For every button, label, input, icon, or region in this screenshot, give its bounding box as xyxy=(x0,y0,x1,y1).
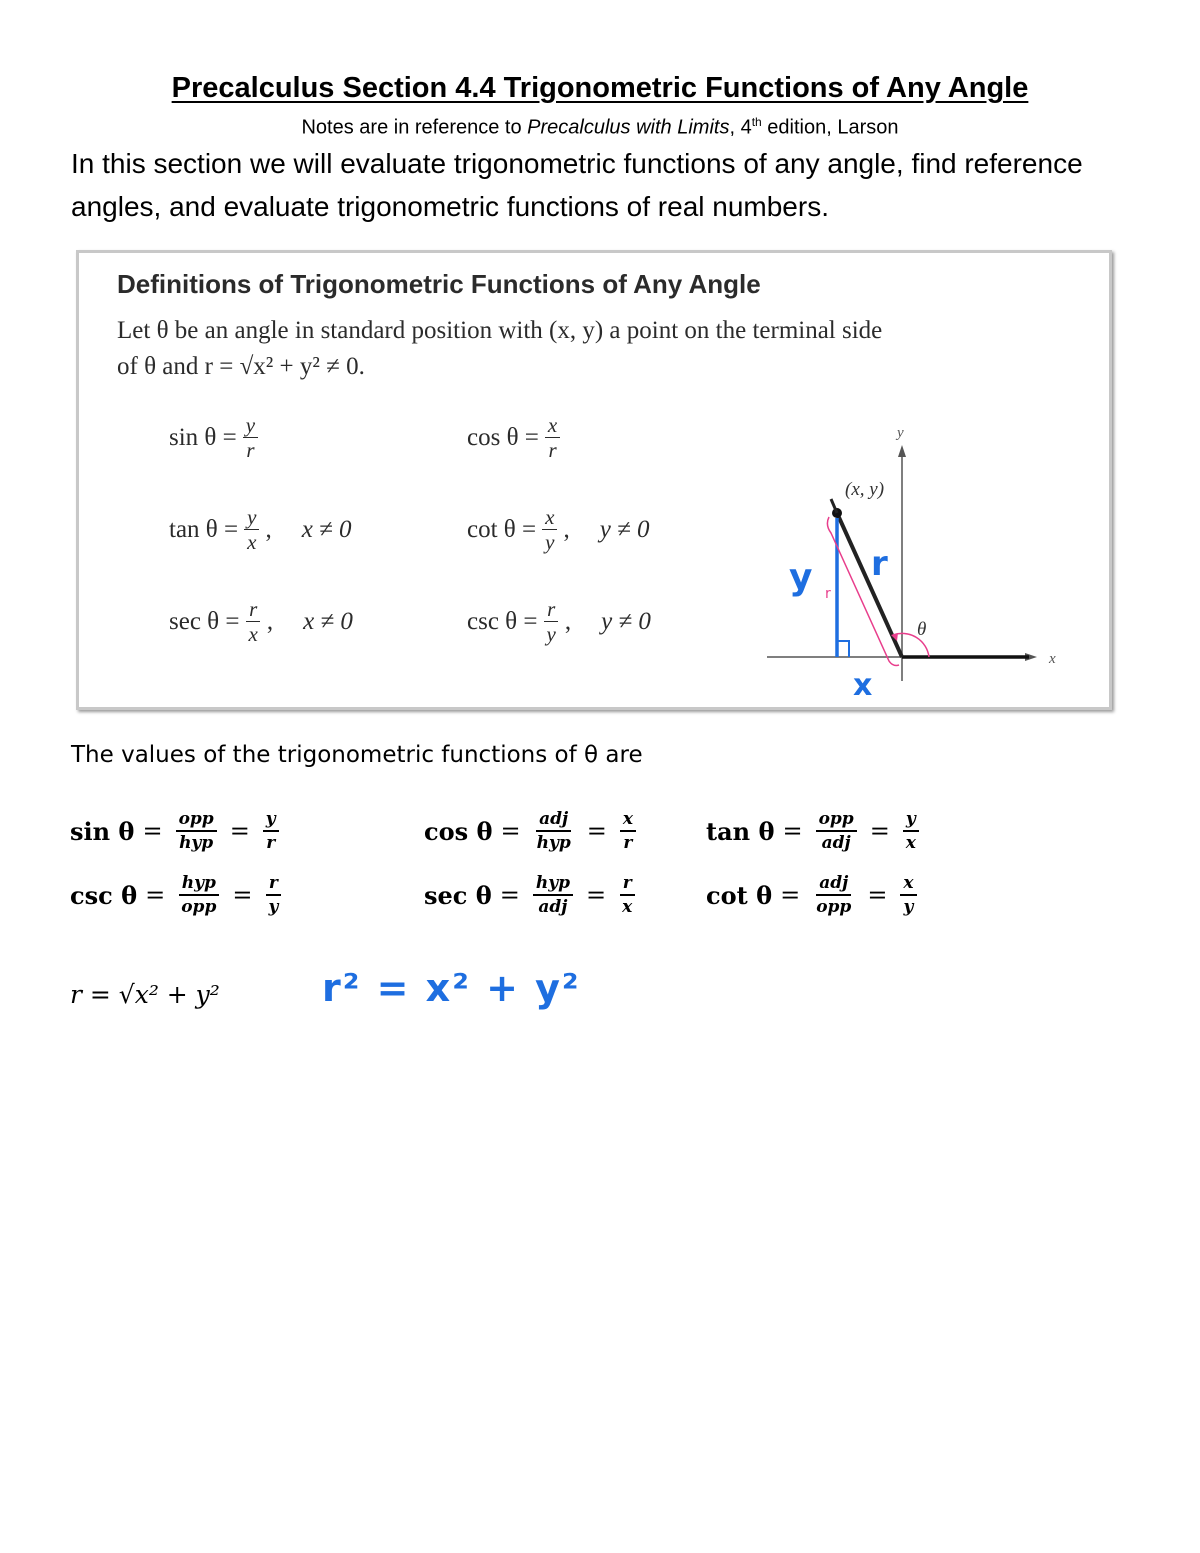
x-axis-label: x xyxy=(1049,651,1056,667)
def-tan-condition: x ≠ 0 xyxy=(301,515,352,543)
ratio-cos-n2: x xyxy=(620,808,636,832)
ratio-csc-n1: hyp xyxy=(179,872,219,896)
ratio-csc-lhs: csc θ xyxy=(70,880,138,910)
subtitle-suffix: edition, Larson xyxy=(761,116,899,139)
def-csc-condition: y ≠ 0 xyxy=(601,607,651,635)
ratio-tan-lhs: tan θ xyxy=(706,816,775,846)
def-cos-lhs: cos θ = xyxy=(467,423,539,451)
r-formula: r = √x² + y² xyxy=(70,980,220,1009)
def-sec-num: r xyxy=(246,597,260,622)
def-sec-lhs: sec θ = xyxy=(169,607,240,635)
subtitle-book: Precalculus with Limits xyxy=(527,116,730,139)
ratio-csc: csc θ = $\frac{\text{hyp}}{\text{opp}}$ = $\frac{r}{y}$ xyxy=(70,872,286,918)
ratio-cot-n1: adj xyxy=(816,872,851,896)
ratio-sec-d1: adj xyxy=(538,897,568,917)
ratio-sec-d2: x xyxy=(622,897,633,917)
y-axis-arrow xyxy=(898,445,906,457)
def-tan-den: x xyxy=(247,530,257,554)
ratio-cos-d1: hyp xyxy=(536,833,571,853)
def-tan-fraction xyxy=(244,505,259,554)
ratio-cot: cot θ = $\frac{\text{adj}}{\text{opp}}$ = $\frac{x}{y}$ xyxy=(706,872,922,918)
ratio-sin-d1: hyp xyxy=(179,833,214,853)
def-sec-den: x xyxy=(248,622,258,646)
def-tan-formula: tan θ = $\frac{y}{x}$ , x ≠ 0 xyxy=(169,505,352,554)
subtitle-sup: th xyxy=(751,115,762,129)
def-sec-formula: sec θ = $\frac{r}{x}$ , x ≠ 0 xyxy=(169,597,353,646)
def-sin-lhs: sin θ = xyxy=(169,423,237,451)
def-sin-den: r xyxy=(246,438,255,462)
ratio-sec-frac1 xyxy=(533,872,573,918)
definition-text xyxy=(117,313,1077,385)
ratio-sin-frac2 xyxy=(263,808,279,854)
ratio-cos-frac1 xyxy=(534,808,574,854)
def-csc-den: y xyxy=(546,622,556,646)
lead-text: The values of the trigonometric functions of θ are xyxy=(71,742,643,768)
ratio-sin-lhs: sin θ xyxy=(70,816,135,846)
def-sec-condition: x ≠ 0 xyxy=(303,607,353,635)
ratio-tan-frac1 xyxy=(816,808,857,854)
def-cot-condition: y ≠ 0 xyxy=(599,515,650,543)
def-cot-lhs: cot θ = xyxy=(467,515,537,543)
ratio-sin-n1: opp xyxy=(176,808,217,832)
ratio-tan-n2: y xyxy=(903,808,919,832)
right-angle-mark xyxy=(837,641,849,657)
ratio-csc-frac2 xyxy=(265,872,281,918)
page-title: Precalculus Section 4.4 Trigonometric Functions of Any Angle xyxy=(171,72,1029,104)
ratio-cot-n2: x xyxy=(900,872,916,896)
handwritten-note: r² = x² + y² xyxy=(322,966,581,1010)
ratio-sec-frac2 xyxy=(619,872,635,918)
def-cot-den: y xyxy=(545,530,555,554)
ratio-sec: sec θ = $\frac{\text{hyp}}{\text{adj}}$ = $\frac{r}{x}$ xyxy=(424,872,640,918)
def-sin-formula xyxy=(169,413,264,462)
ratio-tan-frac2 xyxy=(903,808,919,854)
def-csc-lhs: csc θ = xyxy=(467,607,538,635)
ratio-sin-d2: r xyxy=(266,833,276,853)
definition-text-line-1: Let θ be an angle in standard position with (x, y) a point on the terminal side xyxy=(117,317,883,344)
theta-label: θ xyxy=(917,619,927,640)
def-sec-fraction xyxy=(246,597,261,646)
definition-heading: Definitions of Trigonometric Functions of Any Angle xyxy=(117,269,761,299)
ratio-csc-d2: y xyxy=(268,897,279,917)
handwritten-r: r xyxy=(871,544,888,584)
ratio-tan-n1: opp xyxy=(816,808,857,832)
angle-diagram xyxy=(759,413,1089,703)
ratio-cot-frac2 xyxy=(900,872,916,918)
ratio-csc-n2: r xyxy=(266,872,281,896)
ratio-cos-frac2 xyxy=(620,808,636,854)
def-cos-formula xyxy=(467,413,566,462)
ratio-sin-frac1 xyxy=(176,808,217,854)
ratio-sec-n2: r xyxy=(620,872,635,896)
ratio-csc-d1: opp xyxy=(181,897,217,917)
subtitle-edition: , 4 xyxy=(729,116,752,139)
definition-text-line-2: of θ and r = √x² + y² ≠ 0. xyxy=(117,353,365,380)
ratio-csc-frac1 xyxy=(178,872,219,918)
ratio-tan-d2: x xyxy=(905,833,916,853)
subtitle-prefix: Notes are in reference to xyxy=(301,116,528,139)
def-csc-formula: csc θ = $\frac{r}{y}$ , y ≠ 0 xyxy=(467,597,651,646)
definition-box xyxy=(76,250,1112,710)
ratio-cos-d2: r xyxy=(623,833,633,853)
def-sin-num: y xyxy=(243,413,258,438)
def-tan-num: y xyxy=(244,505,259,530)
intro-paragraph: In this section we will evaluate trigonometric functions of any angle, find reference angles, and evaluate trigonometric functions of real numbers. xyxy=(71,148,1083,222)
ratio-sec-n1: hyp xyxy=(533,872,573,896)
def-cos-num: x xyxy=(545,413,560,438)
handwritten-y: y xyxy=(789,557,813,598)
def-cot-formula: cot θ = $\frac{x}{y}$ , y ≠ 0 xyxy=(467,505,650,554)
def-csc-fraction xyxy=(544,597,559,646)
def-tan-lhs: tan θ = xyxy=(169,515,239,543)
ratio-sin: sin θ = $\frac{\text{opp}}{\text{hyp}}$ = $\frac{y}{r}$ xyxy=(70,808,284,854)
y-axis-label: y xyxy=(897,425,904,441)
def-cot-num: x xyxy=(542,505,557,530)
def-cos-fraction xyxy=(545,413,560,462)
ratio-tan: tan θ = $\frac{\text{opp}}{\text{adj}}$ = $\frac{y}{x}$ xyxy=(706,808,924,854)
ratio-sec-lhs: sec θ xyxy=(424,880,492,910)
ratio-sin-n2: y xyxy=(263,808,279,832)
pink-r-mark: r xyxy=(825,586,831,602)
ratio-cos-n1: adj xyxy=(536,808,571,832)
def-cos-den: r xyxy=(548,438,557,462)
def-sin-fraction xyxy=(243,413,258,462)
ratio-cot-d2: y xyxy=(903,897,914,917)
def-cot-fraction xyxy=(542,505,557,554)
point-label: (x, y) xyxy=(845,479,885,500)
handwritten-x: x xyxy=(853,668,873,703)
subtitle xyxy=(0,115,1200,140)
ratio-tan-d1: adj xyxy=(821,833,851,853)
def-csc-num: r xyxy=(544,597,558,622)
ratio-cot-d1: opp xyxy=(816,897,852,917)
ratio-cot-frac1 xyxy=(813,872,854,918)
ratio-cot-lhs: cot θ xyxy=(706,880,773,910)
ratio-cos: cos θ = $\frac{\text{adj}}{\text{hyp}}$ = $\frac{x}{r}$ xyxy=(424,808,641,854)
ratio-cos-lhs: cos θ xyxy=(424,816,493,846)
